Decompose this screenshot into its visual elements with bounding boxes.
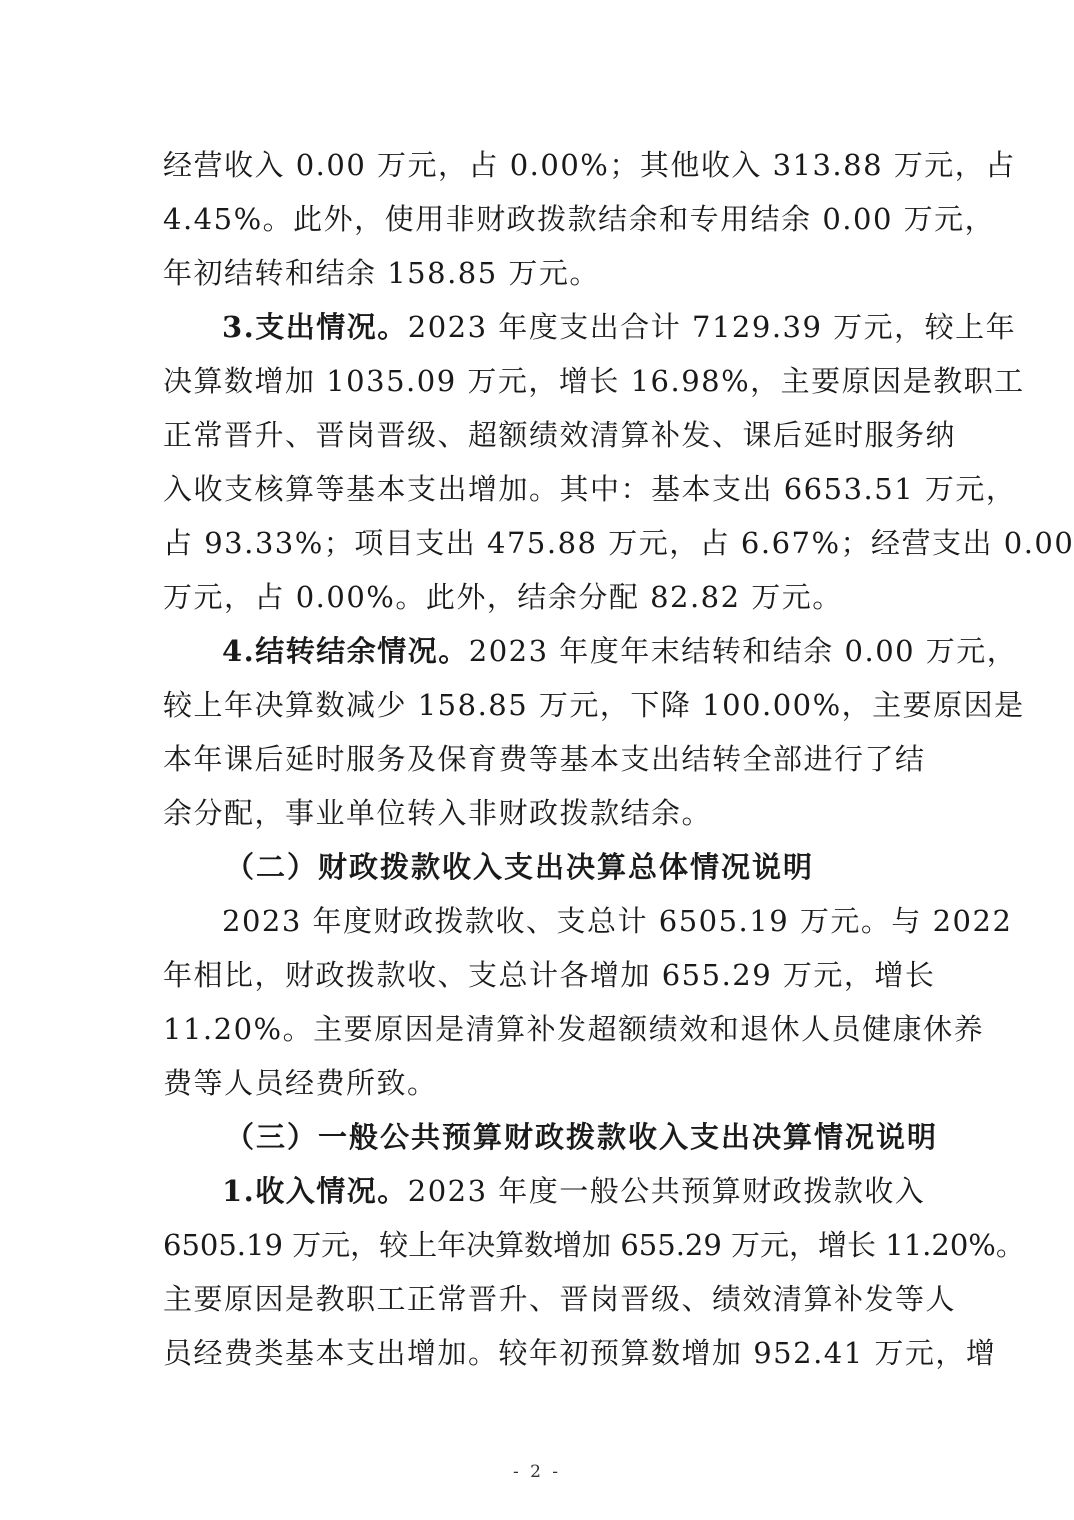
body-line: 年初结转和结余 158.85 万元。 bbox=[163, 256, 600, 290]
body-line: 11.20%。主要原因是清算补发超额绩效和退休人员健康休养 bbox=[163, 1012, 985, 1046]
body-line: 本年课后延时服务及保育费等基本支出结转全部进行了结 bbox=[163, 742, 926, 776]
section-heading: （三）一般公共预算财政拨款收入支出决算情况说明 bbox=[225, 1120, 939, 1154]
body-line: 正常晋升、晋岗晋级、超额绩效清算补发、课后延时服务纳 bbox=[163, 418, 957, 452]
body-line: 入收支核算等基本支出增加。其中：基本支出 6653.51 万元， bbox=[163, 472, 1017, 506]
body-line: 4.45%。此外，使用非财政拨款结余和专用结余 0.00 万元， bbox=[163, 202, 996, 236]
body-line: 较上年决算数减少 158.85 万元，下降 100.00%，主要原因是 bbox=[163, 688, 1025, 722]
body-line: 费等人员经费所致。 bbox=[163, 1066, 438, 1100]
body-line: 占 93.33%；项目支出 475.88 万元，占 6.67%；经营支出 0.00 bbox=[163, 526, 1074, 560]
body-line: 经营收入 0.00 万元，占 0.00%；其他收入 313.88 万元，占 bbox=[163, 148, 1016, 182]
section-paragraph-start: 1.收入情况。2023 年度一般公共预算财政拨款收入 bbox=[222, 1174, 926, 1208]
section-paragraph-start: 4.结转结余情况。2023 年度年末结转和结余 0.00 万元， bbox=[222, 634, 1018, 668]
body-line: 万元，占 0.00%。此外，结余分配 82.82 万元。 bbox=[163, 580, 843, 614]
body-line: 员经费类基本支出增加。较年初预算数增加 952.41 万元，增 bbox=[163, 1336, 997, 1370]
body-line: 2023 年度财政拨款收、支总计 6505.19 万元。与 2022 bbox=[222, 904, 1013, 938]
section-heading-inline: 3.支出情况。 bbox=[222, 310, 408, 344]
section-heading-inline: 1.收入情况。 bbox=[222, 1174, 408, 1208]
body-line: 年相比，财政拨款收、支总计各增加 655.29 万元，增长 bbox=[163, 958, 936, 992]
body-line: 主要原因是教职工正常晋升、晋岗晋级、绩效清算补发等人 bbox=[163, 1282, 957, 1316]
body-line: 余分配，事业单位转入非财政拨款结余。 bbox=[163, 796, 713, 830]
section-paragraph-start: 3.支出情况。2023 年度支出合计 7129.39 万元，较上年 bbox=[222, 310, 1017, 344]
section-heading: （二）财政拨款收入支出决算总体情况说明 bbox=[225, 850, 815, 884]
body-line: 6505.19 万元，较上年决算数增加 655.29 万元，增长 11.20%。 bbox=[163, 1228, 1025, 1262]
page-number: - 2 - bbox=[512, 1462, 562, 1482]
body-line: 决算数增加 1035.09 万元，增长 16.98%，主要原因是教职工 bbox=[163, 364, 1025, 398]
section-heading-inline: 4.结转结余情况。 bbox=[222, 634, 469, 668]
